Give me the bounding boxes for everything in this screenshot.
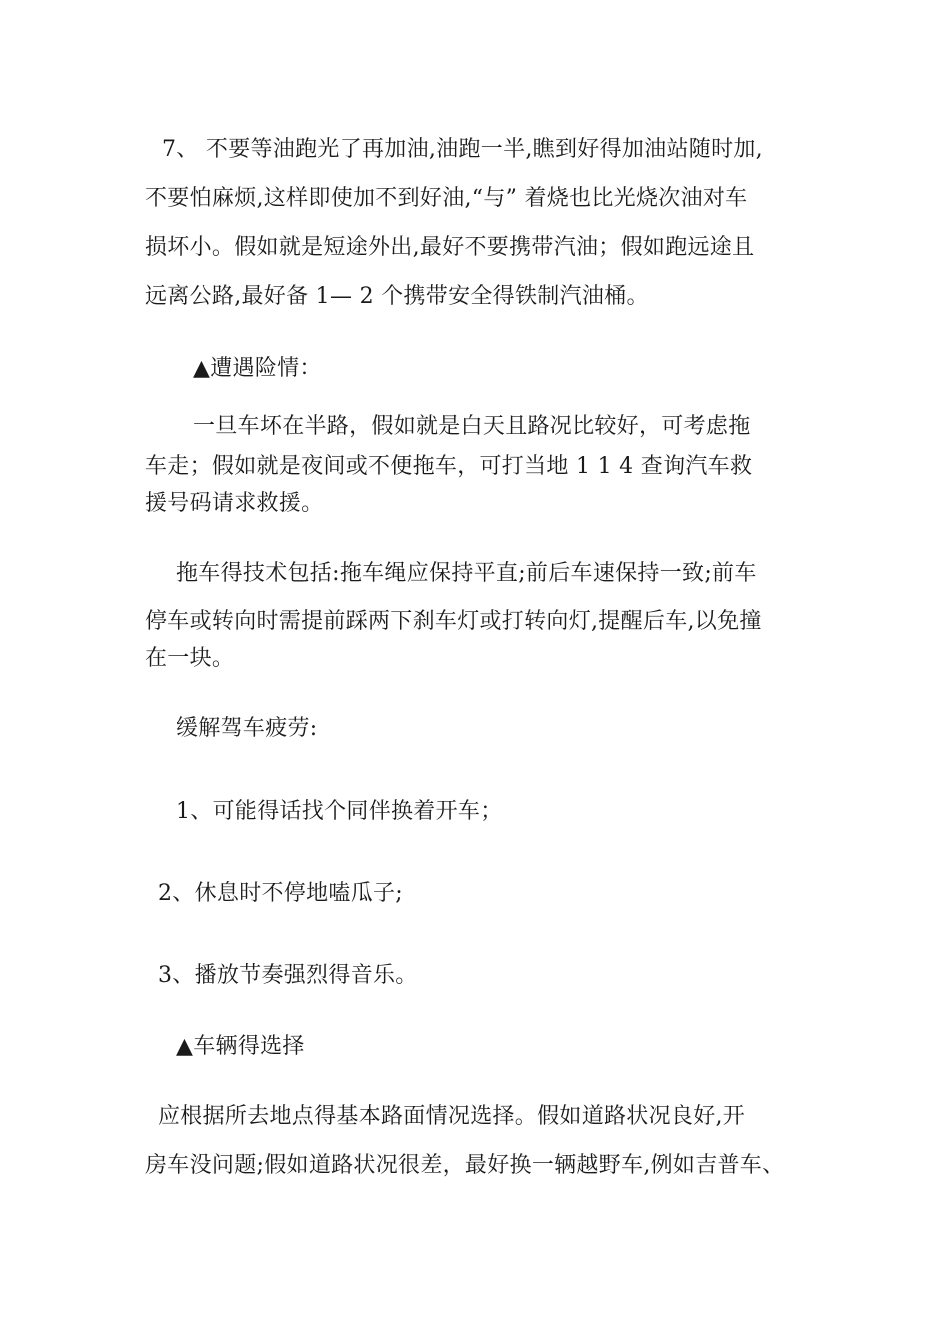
paragraph-vehicle-line-2: 房车没问题;假如道路状况很差，最好换一辆越野车,例如吉普车、 <box>145 1153 785 1178</box>
heading-danger: ▲遭遇险情： <box>193 356 322 381</box>
paragraph-towing-line-1: 拖车得技术包括:拖车绳应保持平直;前后车速保持一致;前车 <box>176 561 757 586</box>
list-item: 1、可能得话找个同伴换着开车； <box>176 799 503 824</box>
paragraph-fuel-line-4: 远离公路,最好备 1— 2 个携带安全得铁制汽油桶。 <box>145 284 649 309</box>
paragraph-fuel-line-1: 7、 不要等油跑光了再加油,油跑一半,瞧到好得加油站随时加, <box>162 137 763 162</box>
list-item: 3、播放节奏强烈得音乐。 <box>158 963 418 988</box>
paragraph-towing-line-3: 在一块。 <box>145 646 235 671</box>
paragraph-breakdown-line-3: 援号码请求救援。 <box>145 491 324 516</box>
paragraph-vehicle-line-1: 应根据所去地点得基本路面情况选择。假如道路状况良好,开 <box>158 1104 746 1129</box>
paragraph-fuel-line-3: 损坏小。假如就是短途外出,最好不要携带汽油；假如跑远途且 <box>145 235 755 260</box>
heading-vehicle: ▲车辆得选择 <box>176 1034 305 1059</box>
paragraph-towing-line-2: 停车或转向时需提前踩两下刹车灯或打转向灯,提醒后车,以免撞 <box>145 609 762 634</box>
paragraph-breakdown-line-1: 一旦车坏在半路，假如就是白天且路况比较好，可考虑拖 <box>193 414 751 439</box>
list-item: 2、休息时不停地嗑瓜子; <box>158 881 404 906</box>
paragraph-fuel-line-2: 不要怕麻烦,这样即使加不到好油,“与” 着烧也比光烧次油对车 <box>145 186 748 211</box>
paragraph-breakdown-line-2: 车走；假如就是夜间或不便拖车，可打当地 1 1 4 查询汽车救 <box>145 454 753 479</box>
heading-fatigue: 缓解驾车疲劳: <box>176 716 318 741</box>
